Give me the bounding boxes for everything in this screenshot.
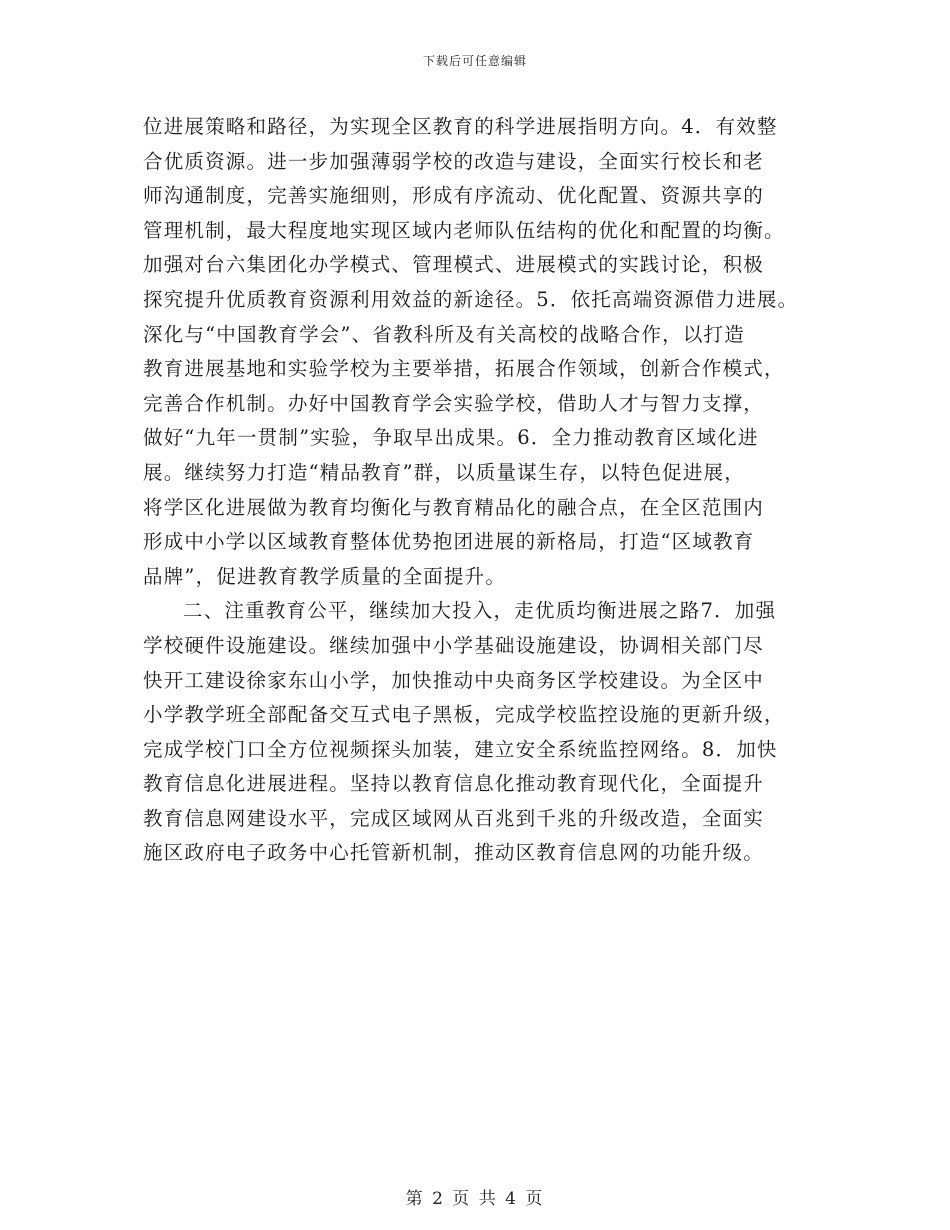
text-line: 完善合作机制。办好中国教育学会实验学校，借助人才与智力支撑，: [143, 391, 765, 415]
text-line: 小学教学班全部配备交互式电子黑板，完成学校监控设施的更新升级，: [143, 703, 785, 727]
text-line: 学校硬件设施建设。继续加强中小学基础设施建设，协调相关部门尽: [143, 633, 765, 657]
text-line: 师沟通制度，完善实施细则，形成有序流动、优化配置、资源共享的: [143, 184, 765, 208]
text-line: 教育信息化进展进程。坚持以教育信息化推动教育现代化，全面提升: [143, 772, 765, 796]
text-line: 管理机制，最大程度地实现区域内老师队伍结构的优化和配置的均衡。: [143, 218, 785, 242]
text-line: 教育进展基地和实验学校为主要举措，拓展合作领域，创新合作模式，: [143, 357, 785, 381]
text-line: 二、注重教育公平，继续加大投入，走优质均衡进展之路7．加强: [183, 599, 777, 623]
text-line: 加强对台六集团化办学模式、管理模式、进展模式的实践讨论，积极: [143, 253, 765, 277]
text-line: 完成学校门口全方位视频探头加装，建立安全系统监控网络。8．加快: [143, 737, 778, 761]
text-line: 品牌”，促进教育教学质量的全面提升。: [143, 564, 507, 588]
text-line: 将学区化进展做为教育均衡化与教育精品化的融合点，在全区范围内: [143, 495, 765, 519]
page-footer: 第 2 页 共 4 页: [405, 1189, 545, 1209]
text-line: 施区政府电子政务中心托管新机制，推动区教育信息网的功能升级。: [143, 841, 765, 865]
text-line: 展。继续努力打造“精品教育”群，以质量谋生存，以特色促进展，: [143, 460, 745, 484]
page-header: 下载后可任意编辑: [422, 54, 527, 68]
text-line: 深化与“中国教育学会”、省教科所及有关高校的战略合作，以打造: [143, 322, 745, 346]
text-line: 探究提升优质教育资源利用效益的新途径。5．依托高端资源借力进展。: [143, 287, 799, 311]
document-body: [143, 110, 823, 871]
text-line: 做好“九年一贯制”实验，争取早出成果。6．全力推动教育区域化进: [143, 426, 759, 450]
text-line: 快开工建设徐家东山小学，加快推动中央商务区学校建设。为全区中: [143, 668, 765, 692]
text-line: 形成中小学以区域教育整体优势抱团进展的新格局，打造“区域教育: [143, 530, 755, 554]
text-line: 合优质资源。进一步加强薄弱学校的改造与建设，全面实行校长和老: [143, 149, 765, 173]
text-line: 教育信息网建设水平，完成区域网从百兆到千兆的升级改造，全面实: [143, 806, 765, 830]
text-line: 位进展策略和路径，为实现全区教育的科学进展指明方向。4．有效整: [143, 115, 778, 138]
